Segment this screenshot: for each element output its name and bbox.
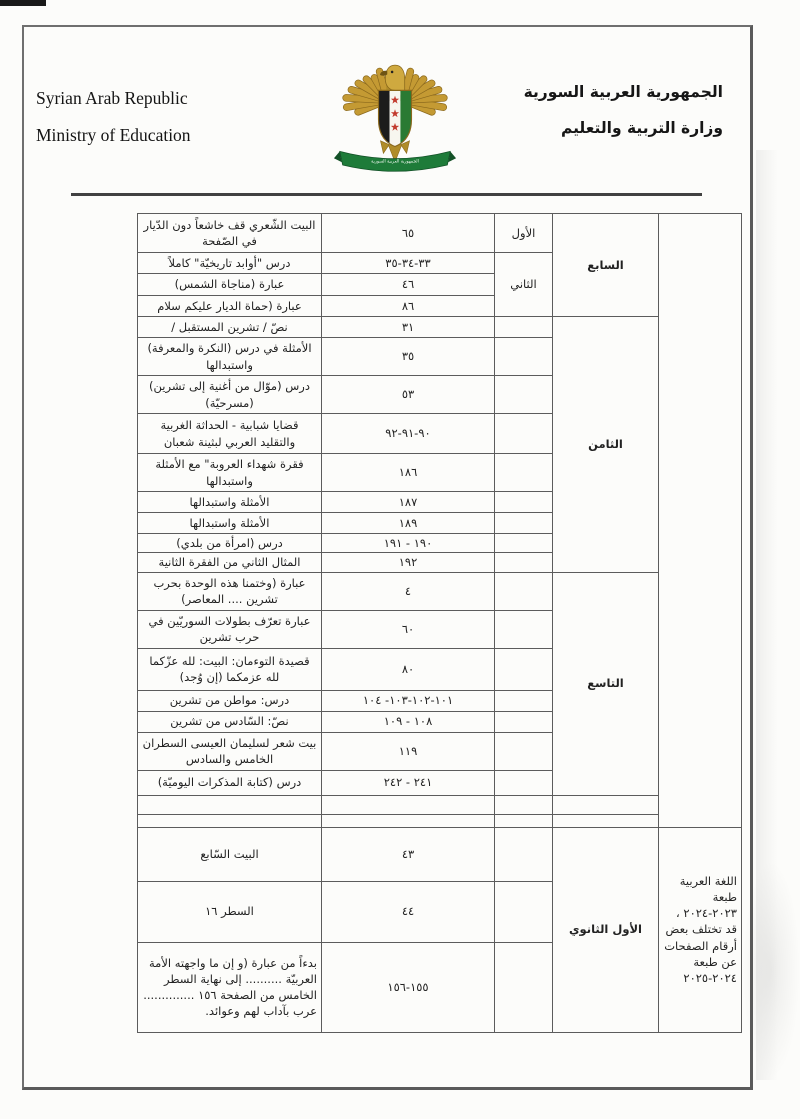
- semester-cell: [495, 690, 553, 711]
- syrian-coat-of-arms-emblem: [332, 57, 458, 178]
- semester-cell: [495, 513, 553, 534]
- arabic-title-line2: وزارة التربية والتعليم: [560, 119, 723, 137]
- pages-cell: ٦٥: [322, 214, 495, 253]
- pages-cell: ١٨٦: [322, 454, 495, 492]
- pages-cell: ١٠٨ - ١٠٩: [322, 711, 495, 732]
- table-row: [138, 572, 742, 610]
- english-title-line2: Ministry of Education: [36, 125, 191, 145]
- semester-cell: [495, 648, 553, 690]
- description-cell: درس "أوابد تاريخيّة" كاملاً: [138, 253, 322, 274]
- pages-cell: ١٩٠ - ١٩١: [322, 534, 495, 553]
- semester-cell: [495, 942, 553, 1032]
- description-cell: المثال الثاني من الفقرة الثانية: [138, 553, 322, 572]
- semester-cell: [495, 414, 553, 454]
- description-cell: درس (موّال من أغنية إلى تشرين) (مسرحيّة): [138, 376, 322, 414]
- table-row: [138, 317, 742, 338]
- semester-cell: [495, 317, 553, 338]
- empty-cell: [553, 814, 659, 827]
- pages-cell: ٢٤١ - ٢٤٢: [322, 770, 495, 795]
- semester-cell: [495, 827, 553, 881]
- description-cell: درس (كتابة المذكرات اليوميّة): [138, 770, 322, 795]
- table-row-empty: [138, 795, 742, 814]
- semester-cell: [495, 338, 553, 376]
- pages-cell: ٤: [322, 572, 495, 610]
- english-header-block: [36, 80, 191, 154]
- arabic-title-line1: الجمهورية العربية السورية: [523, 83, 723, 101]
- grade-cell: الأول الثانوي: [553, 827, 659, 1032]
- pages-cell: ٣٣-٣٤-٣٥: [322, 253, 495, 274]
- semester-cell: [495, 376, 553, 414]
- semester-cell: الأول: [495, 214, 553, 253]
- semester-cell: [495, 553, 553, 572]
- description-cell: السطر ١٦: [138, 881, 322, 942]
- content-table: [137, 213, 742, 1033]
- description-cell: نصّ / تشرين المستقبل /: [138, 317, 322, 338]
- description-cell: بيت شعر لسليمان العيسى السطران الخامس والسادس: [138, 732, 322, 770]
- emblem-banner-text: الجمهورية العربية السورية: [371, 159, 419, 165]
- description-cell: نصّ: السّادس من تشرين: [138, 711, 322, 732]
- semester-cell: الثاني: [495, 253, 553, 317]
- empty-cell: [138, 795, 322, 814]
- pages-cell: ٩٠-٩١-٩٢: [322, 414, 495, 454]
- semester-cell: [495, 454, 553, 492]
- semester-cell: [495, 711, 553, 732]
- side-note-empty-cell: [659, 214, 742, 828]
- empty-cell: [553, 795, 659, 814]
- grade-cell: الثامن: [553, 317, 659, 573]
- semester-cell: [495, 732, 553, 770]
- pages-cell: ١٩٢: [322, 553, 495, 572]
- semester-cell: [495, 610, 553, 648]
- pages-cell: ٣٥: [322, 338, 495, 376]
- pages-cell: ٨٠: [322, 648, 495, 690]
- description-cell: فقرة شهداء العروبة" مع الأمثلة واستبدالها: [138, 454, 322, 492]
- grade-cell: السابع: [553, 214, 659, 317]
- header-divider-line: [71, 193, 702, 196]
- pages-cell: ١٠١-١٠٢-١٠٣- ١٠٤: [322, 690, 495, 711]
- description-cell: عبارة (وختمنا هذه الوحدة بحرب تشرين .... المعاصر): [138, 572, 322, 610]
- side-note-cell: اللغة العربية طبعة ٢٠٢٣-٢٠٢٤ ، قد تختلف بعض أرقام الصفحات عن طبعة ٢٠٢٤-٢٠٢٥: [659, 827, 742, 1032]
- description-cell: بدءاً من عبارة (و إن ما واجهته الأمة العربيّة .......... إلى نهاية السطر الخامس من الصفحة ١٥٦ .............. عرب بآداب لهم وعوائد.: [138, 942, 322, 1032]
- semester-cell: [495, 881, 553, 942]
- pages-cell: ٤٦: [322, 274, 495, 296]
- empty-cell: [495, 795, 553, 814]
- pages-cell: ١٥٥-١٥٦: [322, 942, 495, 1032]
- table-row-empty: [138, 814, 742, 827]
- semester-cell: [495, 492, 553, 513]
- eagle-emblem-icon: [332, 57, 458, 178]
- description-cell: البيت الشّعري قف خاشعاً دون الدّيار في الصّفحة: [138, 214, 322, 253]
- table-row: [138, 214, 742, 253]
- pages-cell: ٣١: [322, 317, 495, 338]
- table-row: [138, 827, 742, 881]
- description-cell: عبارة (حماة الديار عليكم سلام: [138, 296, 322, 317]
- description-cell: الأمثلة واستبدالها: [138, 513, 322, 534]
- empty-cell: [495, 814, 553, 827]
- pages-cell: ٤٤: [322, 881, 495, 942]
- semester-cell: [495, 770, 553, 795]
- description-cell: عبارة تعرّف بطولات السوريّين في حرب تشرين: [138, 610, 322, 648]
- empty-cell: [322, 795, 495, 814]
- description-cell: درس: مواطن من تشرين: [138, 690, 322, 711]
- empty-cell: [138, 814, 322, 827]
- description-cell: درس (امرأة من بلدي): [138, 534, 322, 553]
- pages-cell: ٦٠: [322, 610, 495, 648]
- description-cell: البيت السّابع: [138, 827, 322, 881]
- semester-cell: [495, 572, 553, 610]
- description-cell: الأمثلة واستبدالها: [138, 492, 322, 513]
- grade-cell: التاسع: [553, 572, 659, 795]
- description-cell: عبارة (مناجاة الشمس): [138, 274, 322, 296]
- english-title-line1: Syrian Arab Republic: [36, 88, 188, 108]
- pages-cell: ٤٣: [322, 827, 495, 881]
- arabic-header-block: [524, 74, 723, 146]
- pages-cell: ١٨٩: [322, 513, 495, 534]
- pages-cell: ١١٩: [322, 732, 495, 770]
- empty-cell: [322, 814, 495, 827]
- pages-cell: ٨٦: [322, 296, 495, 317]
- pages-cell: ١٨٧: [322, 492, 495, 513]
- pages-cell: ٥٣: [322, 376, 495, 414]
- semester-cell: [495, 534, 553, 553]
- description-cell: قصيدة التوءمان: البيت: لله عزّكما لله عزمكما (إن وُجد): [138, 648, 322, 690]
- description-cell: الأمثلة في درس (النكرة والمعرفة) واستبدالها: [138, 338, 322, 376]
- scan-artifact-top-left: [0, 0, 46, 6]
- description-cell: قضايا شبابية - الحداثة الغربية والتقليد العربي لبثينة شعبان: [138, 414, 322, 454]
